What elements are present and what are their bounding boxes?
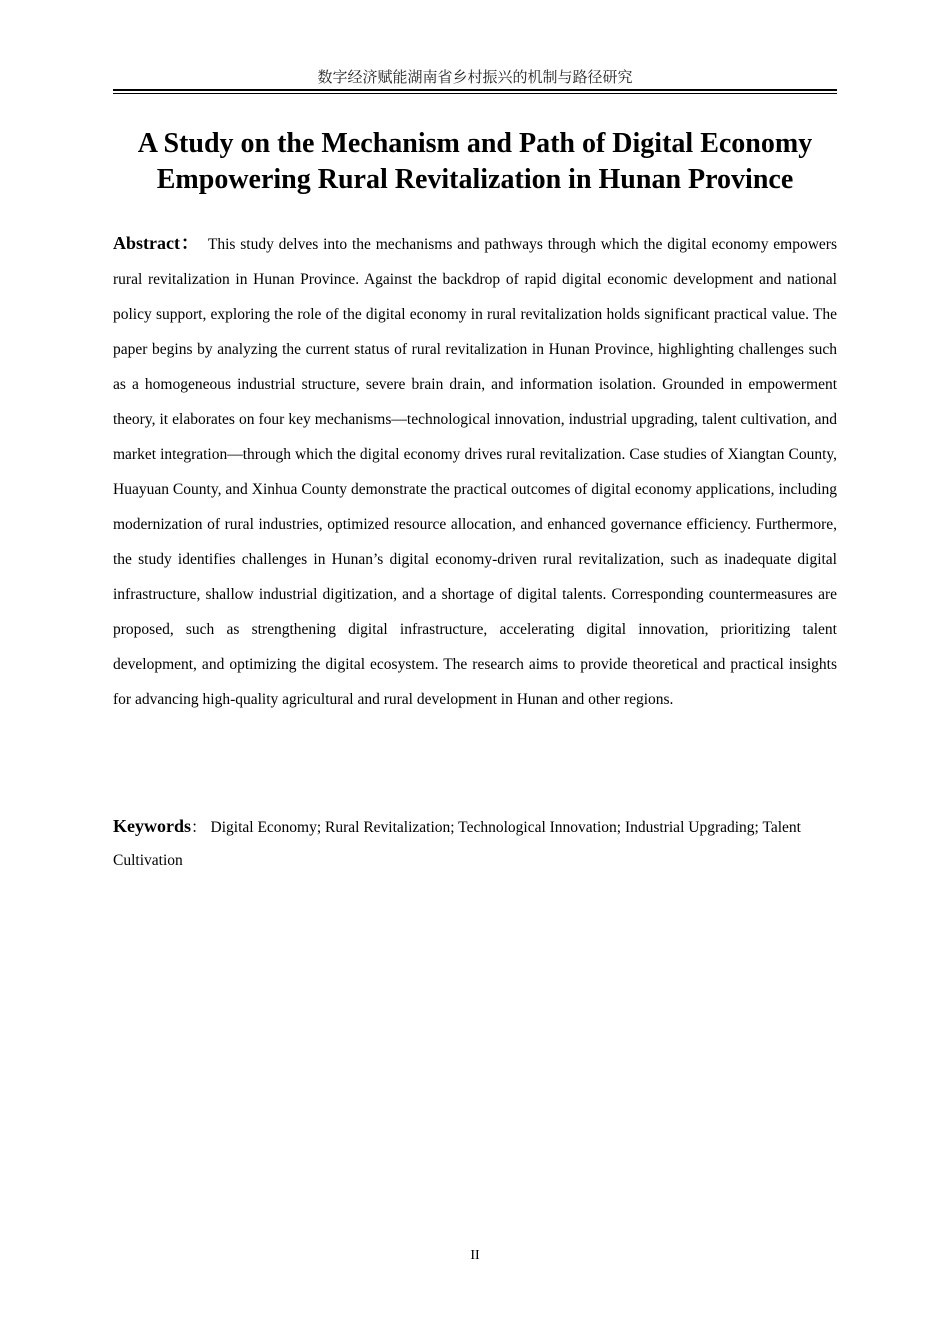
paper-title — [100, 126, 850, 198]
keywords-text: Digital Economy; Rural Revitalization; Technological Innovation; Industrial Upgrading; Talent Cultivation — [113, 819, 801, 869]
header-rule-thin — [113, 93, 837, 94]
paper-title-line-1: A Study on the Mechanism and Path of Digital Economy — [137, 128, 813, 159]
page-number: II — [470, 1248, 480, 1263]
abstract-colon: ： — [179, 233, 200, 253]
abstract-section — [113, 226, 837, 717]
keywords-colon: ： — [191, 819, 207, 836]
keywords-label: Keywords — [113, 816, 191, 836]
paper-title-line-2: Empowering Rural Revitalization in Hunan Province — [156, 164, 794, 195]
abstract-text: This study delves into the mechanisms and pathways through which the digital economy empowers rural revitalization in Hunan Province. Against the backdrop of rapid digital economic development and national policy support, exploring the role of the digital economy in rural revitalization holds significant practical value. The paper begins by analyzing the current status of rural revitalization in Hunan Province, highlighting challenges such as a homogeneous industrial structure, severe brain drain, and information isolation. Grounded in empowerment theory, it elaborates on four key mechanisms—technological innovation, industrial upgrading, talent cultivation, and market integration—through which the digital economy drives rural revitalization. Case studies of Xiangtan County, Huayuan County, and Xinhua County demonstrate the practical outcomes of digital economy applications, including modernization of rural industries, optimized resource allocation, and enhanced governance efficiency. Furthermore, the study identifies challenges in Hunan’s digital economy-driven rural revitalization, such as inadequate digital infrastructure, shallow industrial digitization, and a shortage of digital talents. Corresponding countermeasures are proposed, such as strengthening digital infrastructure, accelerating digital innovation, prioritizing talent development, and optimizing the digital ecosystem. The research aims to provide theoretical and practical insights for advancing high-quality agricultural and rural development in Hunan and other regions. — [113, 236, 837, 708]
keywords-section — [113, 810, 837, 877]
running-header: 数字经济赋能湖南省乡村振兴的机制与路径研究 — [317, 68, 633, 86]
abstract-label: Abstract — [113, 233, 180, 253]
header-rule-thick — [113, 89, 837, 91]
